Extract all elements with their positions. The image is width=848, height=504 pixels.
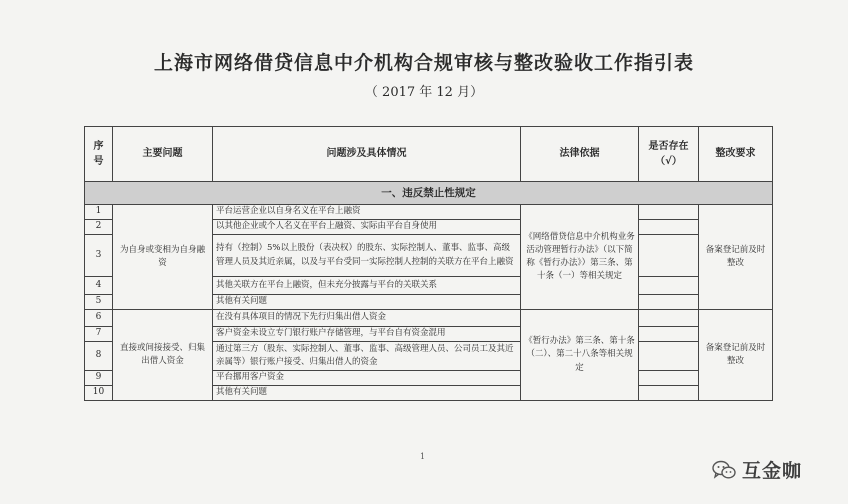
check-cell[interactable] [639,342,699,371]
detail-cell: 平台运营企业以自身名义在平台上融资 [213,205,521,220]
check-cell[interactable] [639,295,699,310]
table-row [85,310,773,327]
row-number: 3 [85,235,113,277]
detail-cell: 通过第三方（股东、实际控制人、董事、监事、高级管理人员、公司员工及其近亲属等）银行账户接受、归集出借人的资金 [213,342,521,371]
header-check-line1: 是否存在 [648,140,689,152]
check-cell[interactable] [639,310,699,327]
header-seq [85,127,113,182]
requirement-cell: 备案登记前及时整改 [699,310,773,401]
table-row [85,205,773,220]
detail-cell: 平台挪用客户资金 [213,371,521,386]
guide-table [84,126,773,401]
row-number: 4 [85,277,113,295]
section-title: 一、违反禁止性规定 [85,182,773,205]
check-cell[interactable] [639,327,699,342]
watermark [712,456,802,483]
table-header-row [85,127,773,182]
header-requirement: 整改要求 [699,127,773,182]
detail-cell: 持有（控制）5%以上股份（表决权）的股东、实际控制人、董事、监事、高级管理人员及其近亲属，以及与平台受同一实际控制人控制的关联方在平台上融资 [213,235,521,277]
requirement-cell: 备案登记前及时整改 [699,205,773,310]
document-title: 上海市网络借贷信息中介机构合规审核与整改验收工作指引表 [153,52,694,74]
check-cell[interactable] [639,277,699,295]
check-cell[interactable] [639,220,699,235]
document-date: （ 2017 年 12 月） [364,85,484,100]
page-number: 1 [420,452,426,461]
check-cell[interactable] [639,235,699,277]
check-cell[interactable] [639,371,699,386]
watermark-text: 互金咖 [742,460,803,482]
section-row [85,182,773,205]
detail-cell: 其他关联方在平台上融资，但未充分披露与平台的关联关系 [213,277,521,295]
header-check [639,127,699,182]
detail-cell: 其他有关问题 [213,386,521,401]
check-cell[interactable] [639,205,699,220]
row-number: 9 [85,371,113,386]
detail-cell: 以其他企业或个人名义在平台上融资、实际由平台自身使用 [213,220,521,235]
row-number: 7 [85,327,113,342]
row-number: 1 [85,205,113,220]
check-cell[interactable] [639,386,699,401]
detail-cell: 在没有具体项目的情况下先行归集出借人资金 [213,310,521,327]
row-number: 5 [85,295,113,310]
header-seq-line1: 序 [93,140,104,152]
header-detail: 问题涉及具体情况 [213,127,521,182]
row-number: 6 [85,310,113,327]
law-cell: 《暂行办法》第三条、第十条（二）、第二十八条等相关规定 [521,310,639,401]
header-check-line2: （√） [655,156,682,167]
row-number: 8 [85,342,113,371]
header-law: 法律依据 [521,127,639,182]
row-number: 10 [85,386,113,401]
law-cell: 《网络借贷信息中介机构业务活动管理暂行办法》（以下简称《暂行办法》）第三条、第十条（一）等相关规定 [521,205,639,310]
issue-cell: 直接或间接接受、归集出借人资金 [113,310,213,401]
issue-cell: 为自身或变相为自身融资 [113,205,213,310]
wechat-icon [712,460,736,480]
header-seq-line2: 号 [93,156,104,167]
detail-cell: 客户资金未设立专门银行账户存储管理，与平台自有资金混用 [213,327,521,342]
detail-cell: 其他有关问题 [213,295,521,310]
row-number: 2 [85,220,113,235]
header-issue: 主要问题 [113,127,213,182]
